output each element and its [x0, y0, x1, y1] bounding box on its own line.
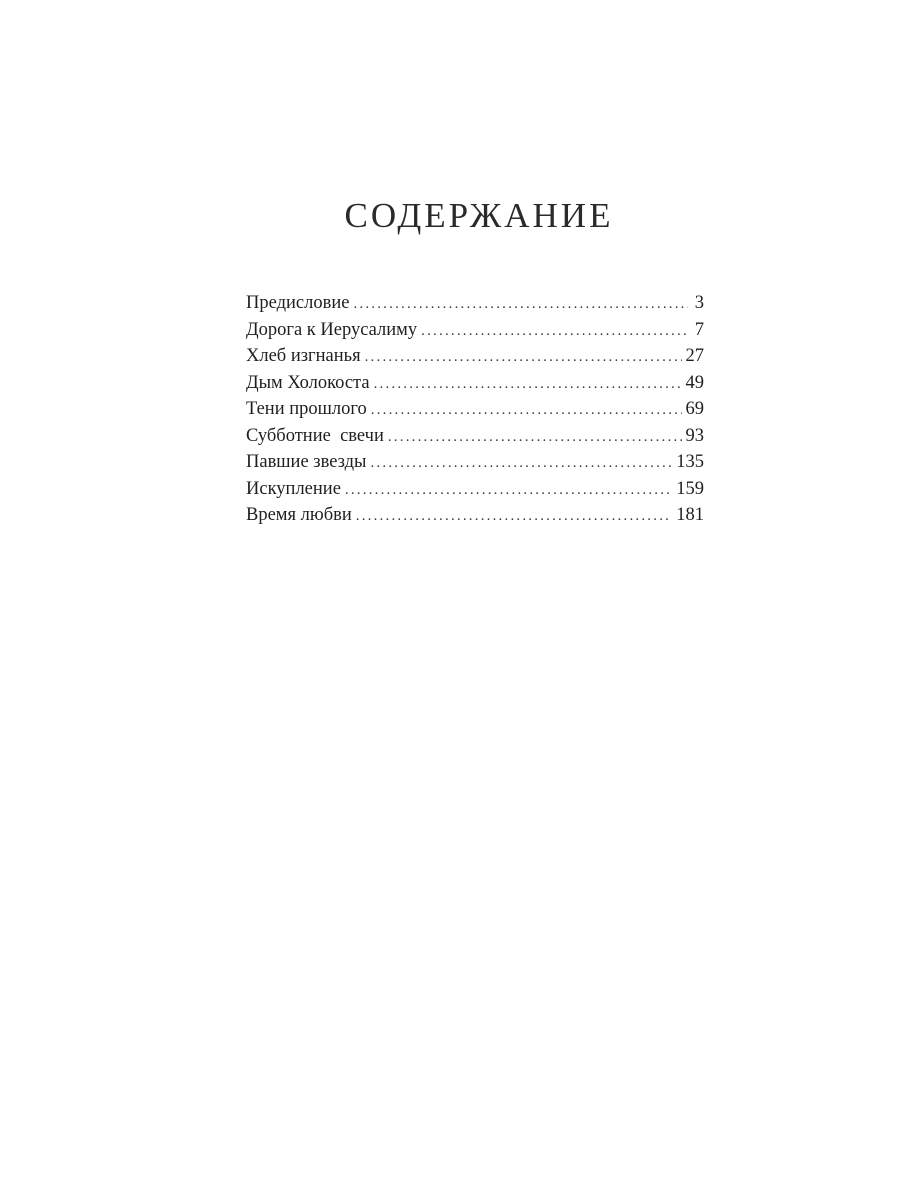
- toc-entry-title: Павшие звезды: [246, 452, 367, 472]
- toc-entry-page: 93: [685, 425, 704, 446]
- toc-entry-page: 27: [685, 346, 704, 366]
- toc-title: СОДЕРЖАНИЕ: [344, 196, 614, 235]
- toc-entry-page: 69: [685, 399, 704, 419]
- toc-entry[interactable]: [246, 449, 704, 476]
- toc-entry-page: 135: [676, 452, 704, 472]
- toc-entry[interactable]: [246, 502, 704, 529]
- toc-entry[interactable]: [246, 370, 704, 397]
- dot-leader: [388, 424, 682, 451]
- dot-leader: [353, 291, 688, 318]
- toc-entry-title: Тени прошлого: [246, 399, 367, 419]
- dot-leader: [371, 397, 682, 424]
- toc-entry-title: Дым Холокоста: [246, 372, 370, 393]
- dot-leader: [356, 503, 673, 530]
- dot-leader: [374, 371, 682, 398]
- toc-entry-title: Предисловие: [246, 293, 350, 313]
- toc-entry[interactable]: [246, 476, 704, 503]
- toc-entry-page: 159: [676, 478, 704, 499]
- toc-entry-title: Искупление: [246, 478, 341, 499]
- toc-entry-page: 3: [694, 293, 704, 313]
- dot-leader: [345, 477, 672, 504]
- toc-entry-page: 7: [694, 319, 704, 340]
- toc-entry[interactable]: [246, 290, 704, 317]
- toc-entry[interactable]: [246, 423, 704, 450]
- toc-entry-title: Хлеб изгнанья: [246, 346, 361, 366]
- toc-list: [246, 290, 704, 529]
- toc-entry-title: Дорога к Иерусалиму: [246, 319, 418, 340]
- toc-entry[interactable]: [246, 317, 704, 344]
- toc-entry-title: Время любви: [246, 505, 352, 525]
- toc-entry-page: 181: [676, 505, 704, 525]
- dot-leader: [370, 450, 672, 477]
- toc-entry-title: Субботние свечи: [246, 425, 384, 446]
- dot-leader: [421, 318, 688, 345]
- dot-leader: [365, 344, 682, 371]
- toc-entry[interactable]: [246, 343, 704, 370]
- toc-entry[interactable]: [246, 396, 704, 423]
- toc-entry-page: 49: [685, 372, 704, 393]
